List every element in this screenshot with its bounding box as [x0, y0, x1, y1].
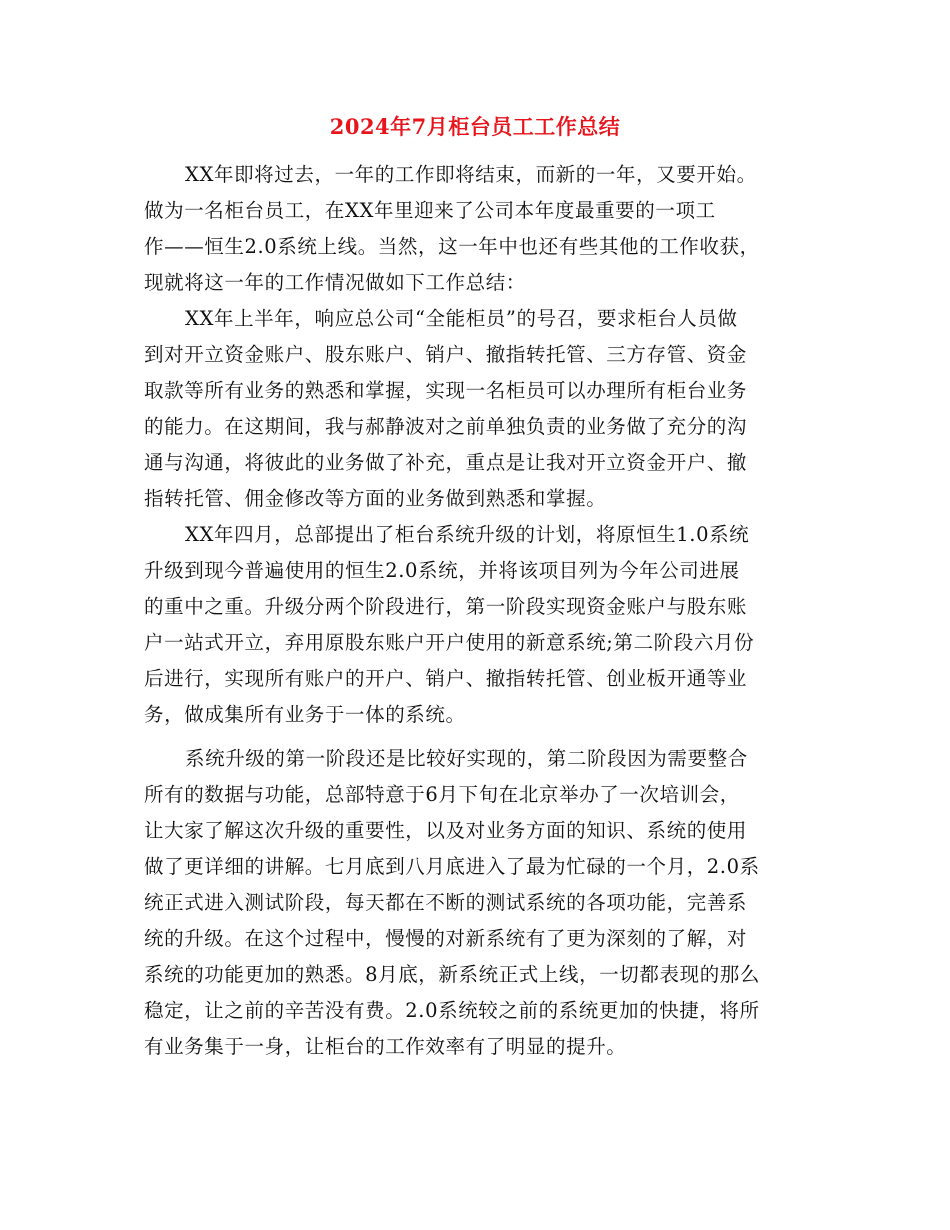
- paragraph-2-line-6: 指转托管、佣金修改等方面的业务做到熟悉和掌握。: [144, 487, 607, 510]
- paragraph-1-line-3: 作——恒生2.0系统上线。当然，这一年中也还有些其他的工作收获，: [144, 235, 760, 258]
- paragraph-3-line-3: 的重中之重。升级分两个阶段进行，第一阶段实现资金账户与股东账: [144, 595, 748, 618]
- paragraph-4-line-7: 系统的功能更加的熟悉。8月底，新系统正式上线，一切都表现的那么: [144, 963, 761, 986]
- paragraph-4-line-1: 系统升级的第一阶段还是比较好实现的，第二阶段因为需要整合: [185, 747, 748, 770]
- paragraph-2-line-4: 的能力。在这期间，我与郝静波对之前单独负责的业务做了充分的沟: [144, 415, 748, 438]
- paragraph-2-line-1: XX年上半年，响应总公司“全能柜员”的号召，要求柜台人员做: [185, 307, 738, 330]
- paragraph-4-line-4: 做了更详细的讲解。七月底到八月底进入了最为忙碌的一个月，2.0系: [144, 855, 760, 878]
- paragraph-4-line-2: 所有的数据与功能，总部特意于6月下旬在北京举办了一次培训会，: [144, 783, 740, 806]
- paragraph-2-line-5: 通与沟通，将彼此的业务做了补充，重点是让我对开立资金开户、撤: [144, 451, 748, 474]
- document-title: 2024年7月柜台员工工作总结: [329, 114, 621, 139]
- paragraph-3-line-5: 后进行，实现所有账户的开户、销户、撤指转托管、创业板开通等业: [144, 667, 748, 690]
- paragraph-1-line-1: XX年即将过去，一年的工作即将结束，而新的一年，又要开始。: [185, 163, 757, 186]
- paragraph-4-line-9: 有业务集于一身，让柜台的工作效率有了明显的提升。: [144, 1035, 627, 1058]
- paragraph-4-line-8: 稳定，让之前的辛苦没有费。2.0系统较之前的系统更加的快捷，将所: [144, 999, 760, 1022]
- paragraph-4-line-6: 统的升级。在这个过程中，慢慢的对新系统有了更为深刻的了解，对: [144, 927, 748, 950]
- paragraph-3-line-1: XX年四月，总部提出了柜台系统升级的计划，将原恒生1.0系统: [185, 523, 750, 546]
- paragraph-2-line-2: 到对开立资金账户、股东账户、销户、撤指转托管、三方存管、资金: [144, 343, 748, 366]
- paragraph-2-line-3: 取款等所有业务的熟悉和掌握，实现一名柜员可以办理所有柜台业务: [144, 379, 748, 402]
- paragraph-4-line-5: 统正式进入测试阶段，每天都在不断的测试系统的各项功能，完善系: [144, 891, 748, 914]
- paragraph-3-line-2: 升级到现今普遍使用的恒生2.0系统，并将该项目列为今年公司进展: [144, 559, 740, 582]
- paragraph-1-line-4: 现就将这一年的工作情况做如下工作总结：: [144, 271, 526, 294]
- paragraph-4-line-3: 让大家了解这次升级的重要性，以及对业务方面的知识、系统的使用: [144, 819, 748, 842]
- paragraph-3-line-6: 务，做成集所有业务于一体的系统。: [144, 703, 466, 726]
- paragraph-1-line-2: 做为一名柜台员工，在XX年里迎来了公司本年度最重要的一项工: [144, 199, 716, 222]
- paragraph-3-line-4: 户一站式开立，弃用原股东账户开户使用的新意系统;第二阶段六月份: [144, 631, 755, 654]
